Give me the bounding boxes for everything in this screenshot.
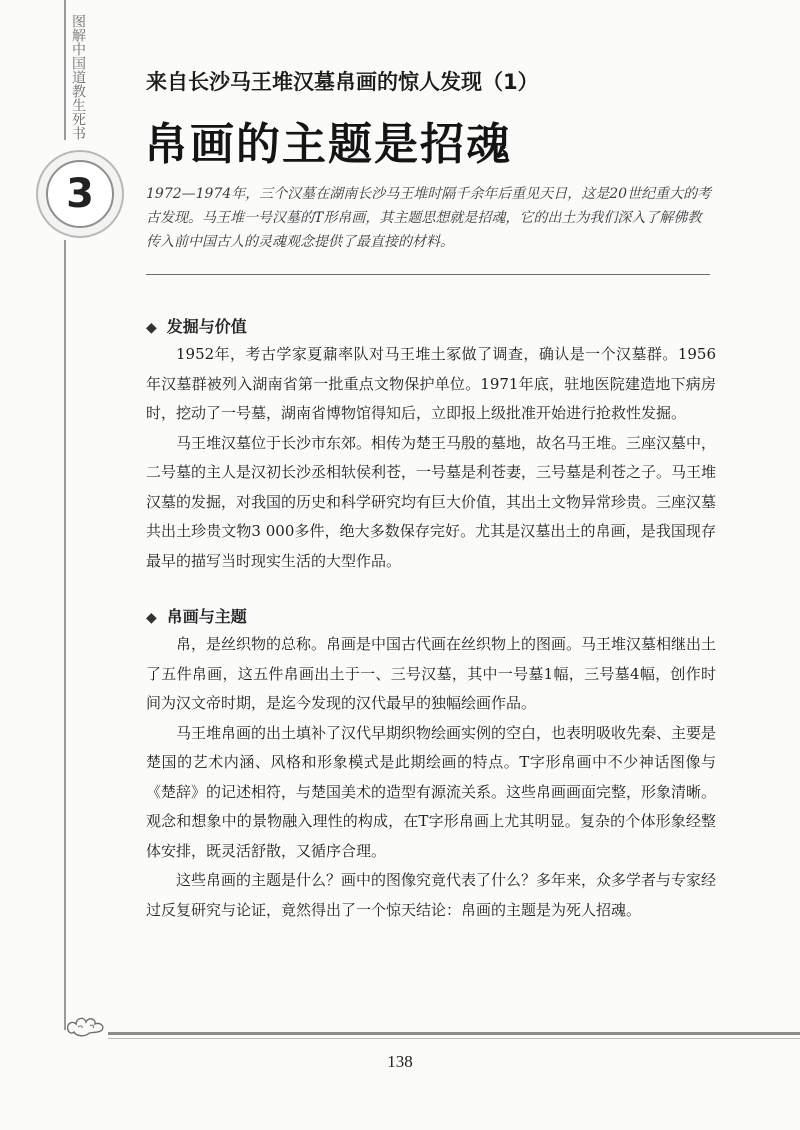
body-paragraph: 马王堆帛画的出土填补了汉代早期织物绘画实例的空白，也表明吸收先秦、主要是楚国的艺术内涵、风格和形象模式是此期绘画的特点。T字形帛画中不少神话图像与《楚辞》的记述相符，与楚国美术的造型有源流关系。这些帛画画面完整，形象清晰。观念和想象中的景物融入理性的构成，在T字形帛画上尤其明显。复杂的个体形象经整体安排，既灵活舒散，又循序合理。 (146, 723, 717, 860)
chapter-badge-inner (46, 160, 114, 228)
page-title: 帛画的主题是招魂 (144, 119, 512, 170)
diamond-bullet-icon: ◆ (146, 320, 157, 336)
series-title: 图解中国道教生死书 (70, 14, 86, 140)
sidebar-rule-bottom (64, 240, 66, 1030)
section-heading (146, 604, 247, 627)
diamond-bullet-icon: ◆ (146, 610, 157, 626)
section-heading (146, 314, 247, 337)
page-number: 138 (387, 1052, 413, 1071)
section-body (146, 630, 716, 925)
body-paragraph: 这些帛画的主题是什么？画中的图像究竟代表了什么？多年来，众多学者与专家经过反复研究与论证，竟然得出了一个惊天结论：帛画的主题是为死人招魂。 (146, 871, 717, 919)
footer-rule (108, 1032, 800, 1035)
body-paragraph: 帛，是丝织物的总称。帛画是中国古代画在丝织物上的图画。马王堆汉墓相继出土了五件帛画，这五件帛画出土于一、三号汉墓，其中一号墓1幅，三号墓4幅，创作时间为汉文帝时期，是迄今发现的汉代最早的独幅绘画作品。 (146, 635, 717, 712)
chapter-number: 3 (66, 171, 94, 217)
body-paragraph: 马王堆汉墓位于长沙市东郊。相传为楚王马殷的墓地，故名马王堆。三座汉墓中，二号墓的主人是汉初长沙丞相轪侯利苍，一号墓是利苍妻，三号墓是利苍之子。马王堆汉墓的发掘，对我国的历史和科学研究均有巨大价值，其出土文物异常珍贵。三座汉墓共出土珍贵文物3 000多件，绝大多数保存完好。尤其是汉墓出土的帛画，是我国现存最早的描写当时现实生活的大型作品。 (146, 433, 717, 570)
sidebar-rule-top (64, 0, 66, 140)
section-heading-text: 帛画与主题 (166, 607, 247, 626)
lead-divider (146, 274, 710, 275)
footer-rule-thin (108, 1038, 800, 1039)
body-paragraph: 1952年，考古学家夏鼐率队对马王堆土冢做了调查，确认是一个汉墓群。1956年汉墓群被列入湖南省第一批重点文物保护单位。1971年底，驻地医院建造地下病房时，挖动了一号墓，湖南省博物馆得知后，立即报上级批准开始进行抢救性发掘。 (146, 345, 716, 422)
article-kicker: 来自长沙马王堆汉墓帛画的惊人发现（1） (146, 70, 539, 94)
lead-paragraph: 1972—1974年，三个汉墓在湖南长沙马王堆时隔千余年后重见天日，这是20世纪重大的考古发现。马王堆一号汉墓的T形帛画，其主题思想就是招魂，它的出土为我们深入了解佛教传入前中国古人的灵魂观念提供了最直接的材料。 (146, 186, 712, 250)
chapter-badge (36, 150, 124, 238)
cloud-ornament-icon (64, 1012, 108, 1038)
section-body (146, 340, 716, 576)
section-heading-text: 发掘与价值 (166, 317, 247, 336)
